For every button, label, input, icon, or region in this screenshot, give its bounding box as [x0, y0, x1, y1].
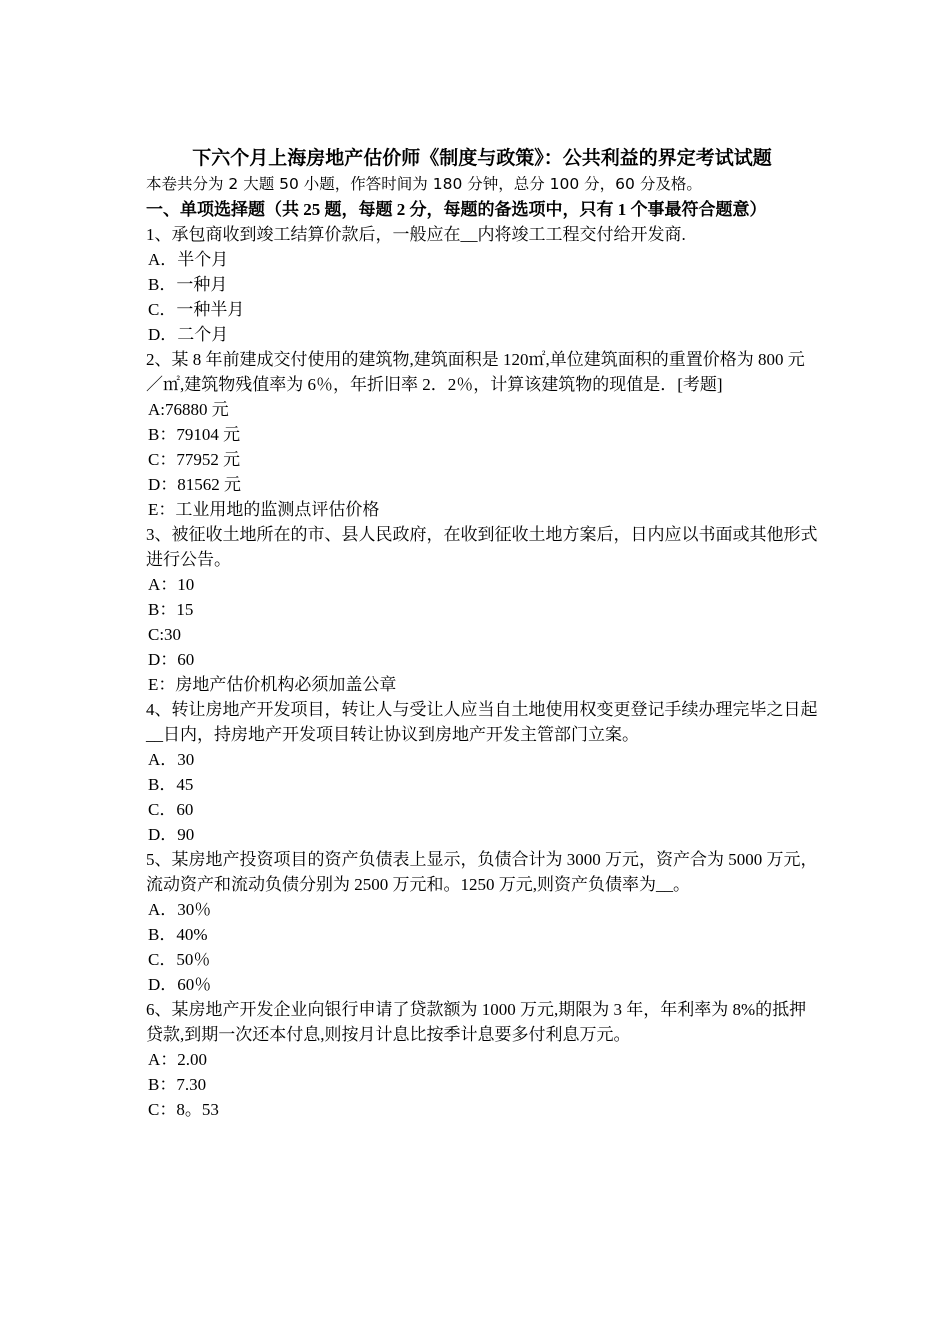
option: D．60％	[148, 975, 212, 994]
option: A．半个月	[148, 250, 229, 269]
option: B：7.30	[148, 1075, 207, 1094]
option: E：房地产估价机构必须加盖公章	[148, 675, 397, 694]
question-2	[146, 347, 818, 522]
option: B．一种月	[148, 275, 228, 294]
document-title: 下六个月上海房地产估价师《制度与政策》：公共利益的界定考试试题	[192, 148, 772, 169]
option: D．90	[148, 825, 195, 844]
question-5	[146, 847, 818, 997]
option: A．30％	[148, 900, 212, 919]
question-stem: 6、某房地产开发企业向银行申请了贷款额为 1000 万元,期限为 3 年，年利率为 8%的抵押贷款,到期一次还本付息,则按月计息比按季计息要多付利息万元。	[146, 1000, 807, 1044]
option: B：15	[148, 600, 194, 619]
option: A:76880 元	[148, 400, 229, 419]
question-stem: 5、某房地产投资项目的资产负债表上显示，负债合计为 3000 万元，资产合为 5000 万元，流动资产和流动负债分别为 2500 万元和。1250 万元,则资产负债率为__。	[146, 850, 818, 894]
question-3	[146, 522, 818, 697]
option: B．45	[148, 775, 194, 794]
question-stem: 1、承包商收到竣工结算价款后，一般应在__内将竣工工程交付给开发商.	[146, 225, 686, 244]
question-stem: 2、某 8 年前建成交付使用的建筑物,建筑面积是 120㎡,单位建筑面积的重置价格为 800 元／㎡,建筑物残值率为 6％，年折旧率 2．2％，计算该建筑物的现值是．[考题]	[146, 350, 805, 394]
question-list	[146, 222, 818, 1122]
question-4	[146, 697, 818, 847]
option: D：60	[148, 650, 195, 669]
question-stem: 3、被征收土地所在的市、县人民政府，在收到征收土地方案后，日内应以书面或其他形式进行公告。	[146, 525, 818, 569]
option: C．一种半月	[148, 300, 245, 319]
question-stem: 4、转让房地产开发项目，转让人与受让人应当自土地使用权变更登记手续办理完毕之日起__日内，持房地产开发项目转让协议到房地产开发主管部门立案。	[146, 700, 818, 744]
option: A：2.00	[148, 1050, 208, 1069]
option: C．50％	[148, 950, 211, 969]
document-page	[146, 146, 818, 1122]
option: C．60	[148, 800, 194, 819]
exam-intro: 本卷共分为 2 大题 50 小题，作答时间为 180 分钟，总分 100 分，60 分及格。	[146, 175, 702, 193]
option: C:30	[148, 625, 182, 644]
section-heading: 一、单项选择题（共 25 题，每题 2 分，每题的备选项中，只有 1 个事最符合题意）	[146, 200, 767, 219]
option: A．30	[148, 750, 195, 769]
question-6	[146, 997, 818, 1122]
option: D．二个月	[148, 325, 229, 344]
option: B：79104 元	[148, 425, 241, 444]
option: A：10	[148, 575, 195, 594]
option: C：8。53	[148, 1100, 219, 1119]
option: D：81562 元	[148, 475, 242, 494]
question-1	[146, 222, 818, 347]
option: B．40%	[148, 925, 208, 944]
option: E：工业用地的监测点评估价格	[148, 500, 380, 519]
option: C：77952 元	[148, 450, 241, 469]
